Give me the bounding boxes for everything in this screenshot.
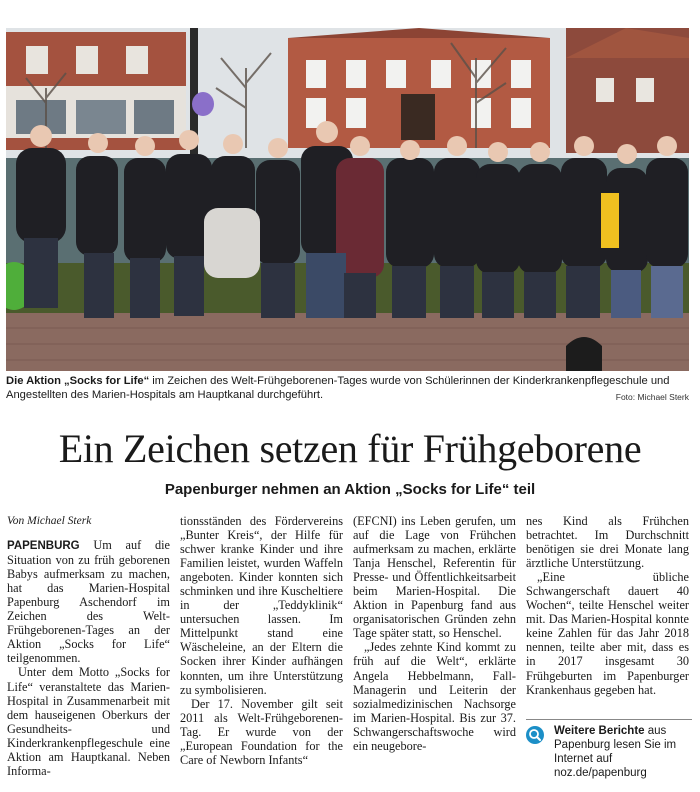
caption-text: im Zeichen des Welt-Frühgeborenen-Tages wurde von Schülerinnen der Kinderkrankenpflegeschule und Angestellten des Marien-Hospitals am Hauptkanal durchgeführt. [6,375,670,401]
more-reports-body: aus Papenburg lesen Sie im Internet auf [554,725,677,765]
more-reports-link[interactable]: noz.de/papenburg [554,767,647,779]
subheadline: Papenburger nehmen an Aktion „Socks for Life“ teil [164,481,536,498]
more-reports-box [526,719,692,780]
article-paragraph: „Jedes zehnte Kind kommt zu früh auf die Welt“, erklärte Angela Hebbelmann, Fall-Managerin und Leiterin der sozialmedizinischen Nachsorge im Marien-Hospital. Bis zur 37. Schwangerschaftswoche wird ein neugebore- [353,640,516,753]
article-paragraph: nes Kind als Frühchen betrachtet. Im Durchschnitt benötigen sie drei Monate lang ärztliche Unterstützung. [526,514,689,571]
article-paragraph: tionsständen des Fördervereins „Bunter Kreis“, der Hilfe für schwer kranke Kinder und ihre Familien leistet, wurden Waffeln angeboten. Kinder konnten sich schminken und ihre Kuscheltiere in der „Teddyklinik“ untersuchen lassen. Im Mittelpunkt stand eine Wäscheleine, an der Eltern die Socken ihrer Kinder aufhängen konnten, um ihre Unterstützung zu symbolisieren. [180,514,343,697]
group-photo [6,28,689,371]
article-column-1 [7,514,170,778]
article-paragraph: Der 17. November gilt seit 2011 als Welt-Frühgeborenen-Tag. Er wurde von der „European Foundation for the Care of Newborn Infants“ [180,696,343,767]
article-paragraph: Unter dem Motto „Socks for Life“ veranstaltete das Marien-Hospital in Zusammenarbeit mit dem hauseigenen Oberkurs der Gesundheits- und Kinderkrankenpflegeschule eine Aktion am Hauptkanal. Neben Informa- [7,665,170,778]
article-column-4 [526,514,689,697]
photo-credit: Foto: Michael Sterk [615,392,689,402]
photo-caption [6,374,689,402]
search-icon [526,726,544,744]
article-paragraph: (EFCNI) ins Leben gerufen, um auf die Lage von Frühchen aufmerksam zu machen, erklärte Tanja Henschel, Referentin für Presse- und Öffentlichkeitsarbeit beim Marien-Hospital. Die Aktion in Papenburg fand aus organisatorischen Gründen zehn Tage später statt, so Henschel. [353,514,516,641]
more-reports-bold: Weitere Berichte [554,725,645,737]
more-reports-text [554,724,692,780]
article-paragraph [7,538,170,665]
byline: Von Michael Sterk [7,515,92,527]
paragraph-text: Um auf die Situation von zu früh geborenen Babys aufmerksam zu machen, hat das Marien-Hospital Papenburg Aschendorf im Zeichen des Welt-Frühgeborenen-Tages an der Aktion „Socks for Life“ teilgenommen. [7,538,170,666]
article-paragraph: „Eine übliche Schwangerschaft dauert 40 Wochen“, teilte Henschel weiter mit. Das Marien-Hospital konnte keine Zahlen für das Jahr 2018 nennen, teilte aber mit, dass es in 2017 insgesamt 30 Frühgeburten im Papenburger Krankenhaus gegeben hat. [526,570,689,697]
dateline: PAPENBURG [7,540,80,553]
caption-lead: Die Aktion „Socks for Life“ [6,375,150,387]
article-column-3 [353,514,516,753]
headline: Ein Zeichen setzen für Frühgeborene [58,426,642,471]
article-column-2 [180,514,343,767]
